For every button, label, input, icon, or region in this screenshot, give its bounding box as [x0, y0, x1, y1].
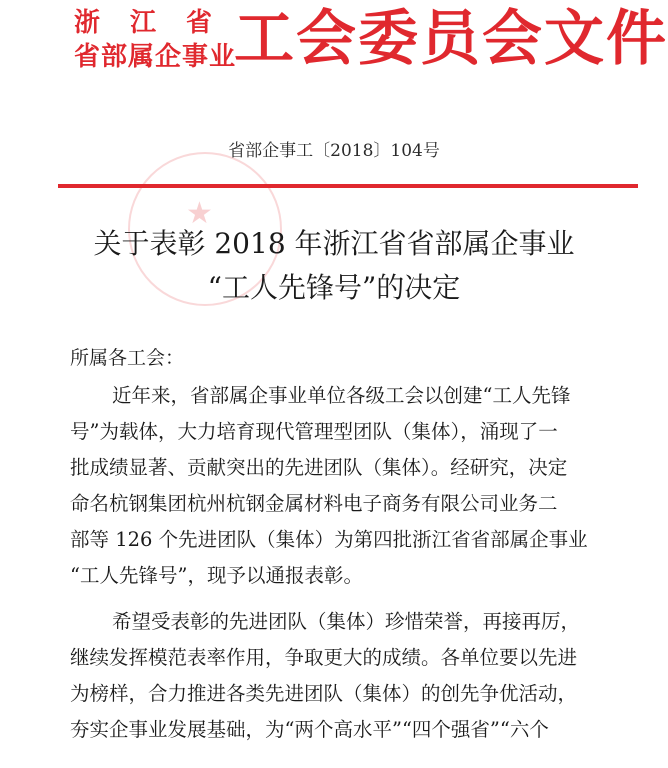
body-line: 命名杭钢集团杭州杭钢金属材料电子商务有限公司业务二: [70, 492, 558, 515]
body-line: 批成绩显著、贡献突出的先进团队（集体）。经研究，决定: [70, 456, 568, 479]
seal-star-icon: ★: [186, 196, 213, 231]
title-line-1: 关于表彰 2018 年浙江省省部属企事业: [93, 227, 575, 260]
document-body: [70, 378, 650, 748]
body-line: 希望受表彰的先进团队（集体）珍惜荣誉，再接再厉，: [112, 610, 581, 633]
red-divider-line: [58, 184, 638, 188]
org-line-1: 浙江省: [74, 8, 243, 38]
title-line-2: “工人先锋号”的决定: [207, 271, 461, 304]
document-number: 省部企事工〔2018〕104号: [228, 141, 440, 161]
org-line-2: 省部属企事业: [74, 42, 237, 72]
document-type-heading: 工会委员会文件: [234, 4, 668, 74]
body-line: 号”为载体，大力培育现代管理型团队（集体），涌现了一: [70, 420, 558, 443]
body-line: 部等 126 个先进团队（集体）为第四批浙江省省部属企事业: [70, 528, 588, 551]
body-line: 近年来，省部属企事业单位各级工会以创建“工人先锋: [112, 384, 571, 407]
body-line: “工人先锋号”，现予以通报表彰。: [70, 564, 363, 587]
salutation: 所属各工会：: [70, 347, 185, 369]
body-line: 继续发挥模范表率作用，争取更大的成绩。各单位要以先进: [70, 646, 578, 669]
body-line: 夯实企事业发展基础，为“两个高水平”“四个强省”“六个: [70, 718, 549, 741]
issuing-organization: [74, 6, 242, 74]
document-title: [0, 222, 668, 310]
body-line: 为榜样，合力推进各类先进团队（集体）的创先争优活动，: [70, 682, 578, 705]
